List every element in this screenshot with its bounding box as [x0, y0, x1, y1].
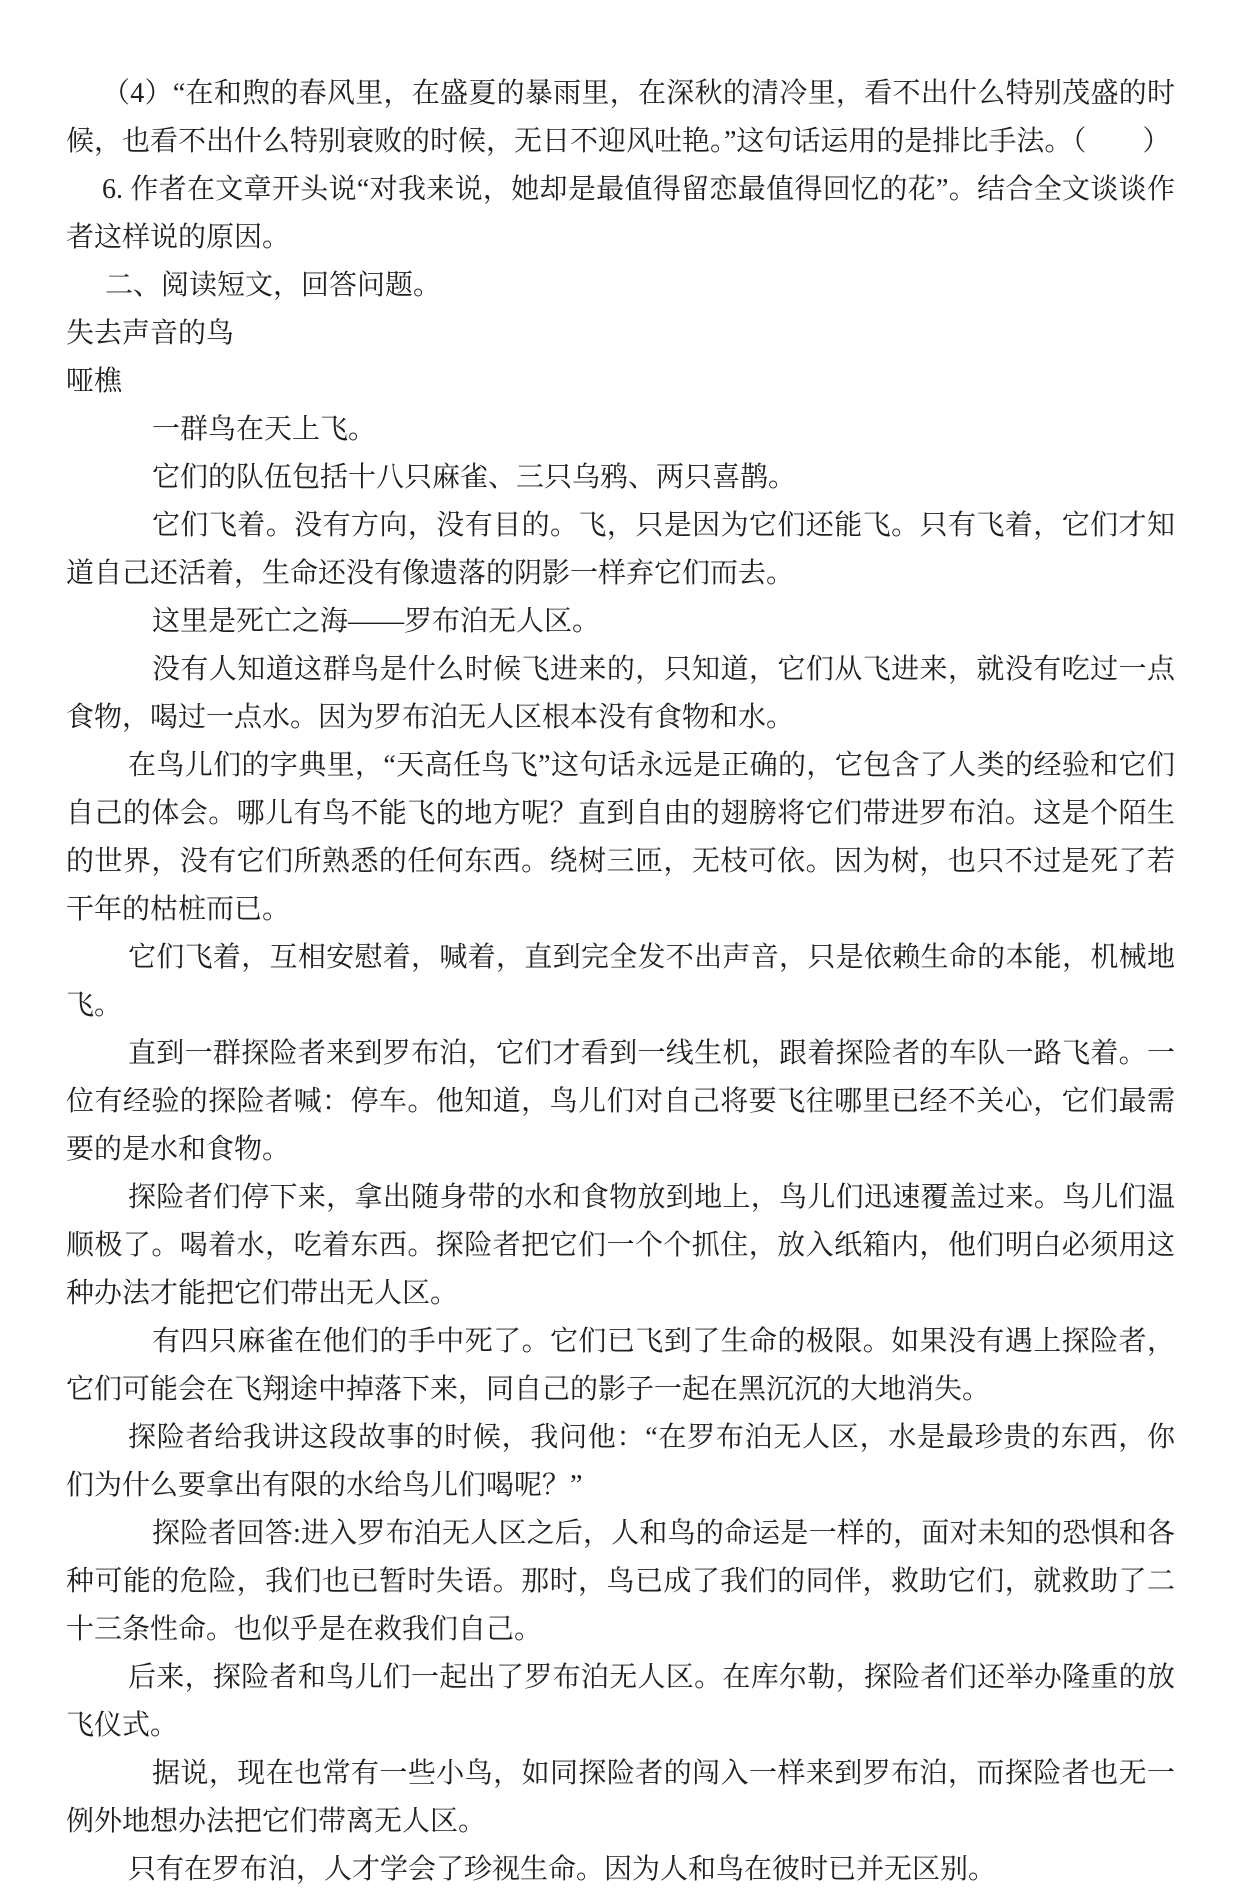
story-author: 哑樵: [66, 366, 123, 397]
story-paragraph: 探险者们停下来，拿出随身带的水和食物放到地上，鸟儿们迅速覆盖过来。鸟儿们温顺极了。喝着水，吃着东西。探险者把它们一个个抓住，放入纸箱内，他们明白必须用这种办法才能把它们带出无人区。: [66, 1182, 1175, 1309]
story-paragraph: 直到一群探险者来到罗布泊，它们才看到一线生机，跟着探险者的车队一路飞着。一位有经验的探险者喊：停车。他知道，鸟儿们对自己将要飞往哪里已经不关心，它们最需要的是水和食物。: [66, 1038, 1175, 1165]
question-item-4: （4）“在和煦的春风里，在盛夏的暴雨里，在深秋的清冷里，看不出什么特别茂盛的时候，也看不出什么特别衰败的时候，无日不迎风吐艳。”这句话运用的是排比手法。（ ）: [66, 78, 1175, 157]
story-paragraph: 它们的队伍包括十八只麻雀、三只乌鸦、两只喜鹊。: [152, 462, 797, 493]
story-paragraph: 探险者回答:进入罗布泊无人区之后，人和鸟的命运是一样的，面对未知的恐惧和各种可能的危险，我们也已暂时失语。那时，鸟已成了我们的同伴，救助它们，就救助了二十三条性命。也似乎是在救我们自己。: [66, 1518, 1175, 1645]
story-paragraph: 据说，现在也常有一些小鸟，如同探险者的闯入一样来到罗布泊，而探险者也无一例外地想办法把它们带离无人区。: [66, 1758, 1175, 1837]
story-paragraph: 探险者给我讲这段故事的时候，我问他：“在罗布泊无人区，水是最珍贵的东西，你们为什么要拿出有限的水给鸟儿们喝呢？”: [66, 1422, 1175, 1501]
story-paragraph: 一群鸟在天上飞。: [152, 414, 377, 445]
story-paragraph: 只有在罗布泊，人才学会了珍视生命。因为人和鸟在彼时已并无区别。: [128, 1854, 997, 1885]
story-paragraph: 没有人知道这群鸟是什么时候飞进来的，只知道，它们从飞进来，就没有吃过一点食物，喝过一点水。因为罗布泊无人区根本没有食物和水。: [66, 654, 1175, 733]
story-paragraph: 后来，探险者和鸟儿们一起出了罗布泊无人区。在库尔勒，探险者们还举办隆重的放飞仪式。: [66, 1662, 1175, 1741]
story-title: 失去声音的鸟: [66, 318, 235, 349]
story-paragraph: 在鸟儿们的字典里，“天高任鸟飞”这句话永远是正确的，它包含了人类的经验和它们自己的体会。哪儿有鸟不能飞的地方呢？直到自由的翅膀将它们带进罗布泊。这是个陌生的世界，没有它们所熟悉的任何东西。绕树三匝，无枝可依。因为树，也只不过是死了若干年的枯桩而已。: [66, 750, 1175, 925]
story-paragraph: 它们飞着，互相安慰着，喊着，直到完全发不出声音，只是依赖生命的本能，机械地飞。: [66, 942, 1175, 1021]
question-item-6: 6. 作者在文章开头说“对我来说，她却是最值得留恋最值得回忆的花”。结合全文谈谈作者这样说的原因。: [66, 174, 1175, 253]
story-paragraph: 它们飞着。没有方向，没有目的。飞，只是因为它们还能飞。只有飞着，它们才知道自己还活着，生命还没有像遗落的阴影一样弃它们而去。: [66, 510, 1175, 589]
section-heading: 二、阅读短文，回答问题。: [105, 270, 442, 301]
story-paragraph: 有四只麻雀在他们的手中死了。它们已飞到了生命的极限。如果没有遇上探险者，它们可能会在飞翔途中掉落下来，同自己的影子一起在黑沉沉的大地消失。: [66, 1326, 1175, 1405]
story-paragraph: 这里是死亡之海——罗布泊无人区。: [152, 606, 601, 637]
